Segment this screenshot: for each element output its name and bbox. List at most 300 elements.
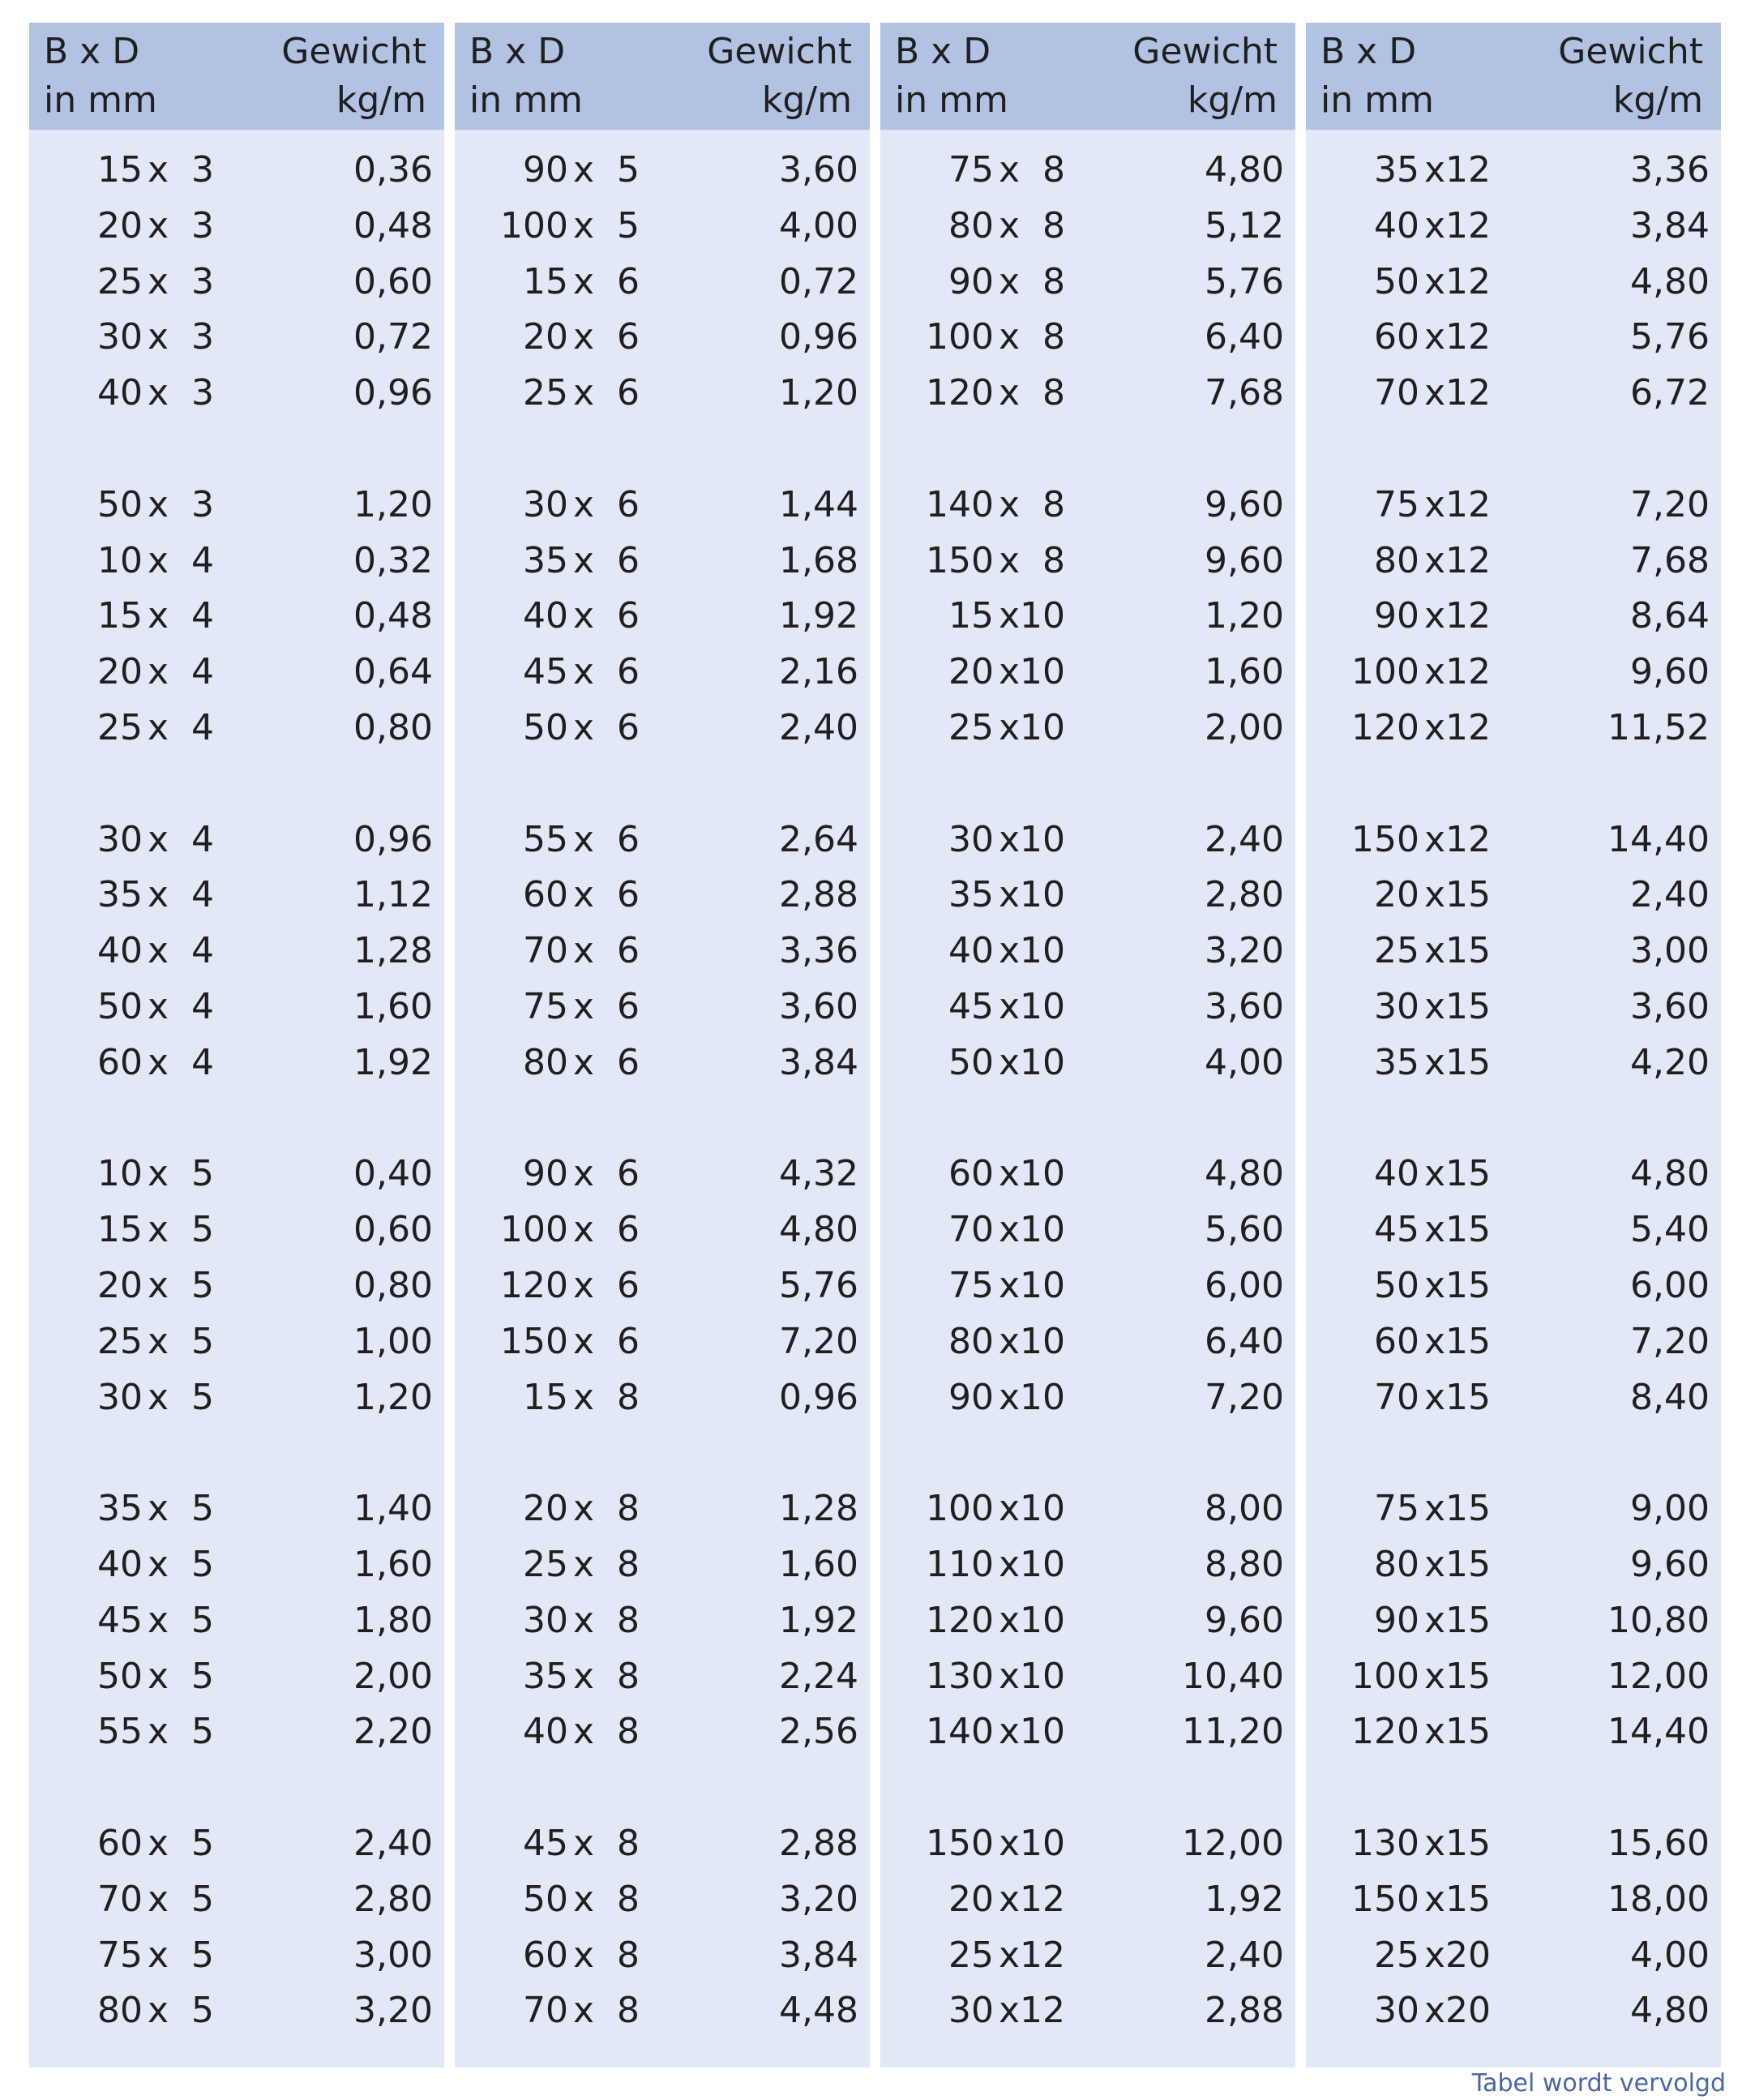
thickness-value: 15 [1445,874,1491,916]
thickness-value: 10 [1020,1209,1065,1251]
table-row [880,255,1295,311]
table-row [1306,1314,1721,1370]
weight-value: 0,72 [353,316,433,358]
weight-value: 6,40 [1205,316,1284,358]
thickness-value: 6 [617,372,640,414]
times-sign: x [148,706,169,748]
thickness-value: 5 [191,1376,214,1418]
width-value: 35 [523,539,568,581]
width-value: 35 [97,874,143,916]
width-value: 15 [948,595,994,637]
weight-value: 1,20 [779,372,858,414]
times-sign: x [999,149,1021,191]
weight-value: 5,40 [1630,1209,1710,1251]
weight-value: 0,80 [353,1264,433,1306]
times-sign: x [999,706,1021,748]
thickness-value: 15 [1445,930,1491,972]
width-value: 45 [523,1822,568,1864]
width-value: 150 [1351,818,1419,860]
table-column-1 [29,23,444,2068]
header-weight-unit: kg/m [1187,79,1278,121]
weight-value: 4,80 [779,1209,858,1251]
table-row [455,1928,870,1984]
thickness-value: 5 [191,1209,214,1251]
weight-value: 2,88 [779,874,858,916]
times-sign: x [573,985,595,1027]
thickness-value: 10 [1020,1543,1065,1585]
table-row [29,979,444,1035]
width-value: 75 [948,149,994,191]
times-sign: x [573,1153,595,1195]
width-value: 50 [97,483,143,525]
thickness-value: 8 [617,1990,640,2032]
times-sign: x [573,204,595,246]
table-row [29,199,444,255]
thickness-value: 15 [1445,1655,1491,1697]
table-row [880,1593,1295,1649]
width-value: 20 [948,651,994,693]
times-sign: x [999,1990,1021,2032]
thickness-value: 5 [191,1543,214,1585]
thickness-value: 5 [191,1153,214,1195]
thickness-value: 15 [1445,1209,1491,1251]
times-sign: x [999,874,1021,916]
table-row [1306,1537,1721,1593]
times-sign: x [573,372,595,414]
weight-value: 0,72 [779,260,858,302]
thickness-value: 5 [191,1822,214,1864]
thickness-value: 8 [1042,204,1065,246]
table-row [1306,1258,1721,1314]
weight-value: 15,60 [1607,1822,1710,1864]
thickness-value: 8 [617,1655,640,1697]
times-sign: x [573,316,595,358]
table-row [880,143,1295,199]
width-value: 55 [523,818,568,860]
weight-value: 0,96 [353,372,433,414]
width-value: 50 [948,1041,994,1083]
thickness-value: 6 [617,539,640,581]
times-sign: x [148,651,169,693]
weight-value: 3,84 [779,1934,858,1976]
times-sign: x [999,483,1021,525]
times-sign: x [999,539,1021,581]
times-sign: x [148,985,169,1027]
times-sign: x [1424,539,1446,581]
thickness-value: 12 [1020,1878,1065,1920]
times-sign: x [999,1041,1021,1083]
table-row [880,1146,1295,1202]
width-value: 20 [948,1878,994,1920]
table-row [880,1314,1295,1370]
width-value: 30 [97,316,143,358]
table-row [455,812,870,868]
weight-value: 2,40 [1205,818,1284,860]
weight-value: 3,84 [779,1041,858,1083]
times-sign: x [573,930,595,972]
table-row [880,1537,1295,1593]
times-sign: x [573,149,595,191]
weight-value: 9,60 [1205,1599,1284,1641]
weight-value: 3,20 [779,1878,858,1920]
thickness-value: 12 [1445,539,1491,581]
table-row [1306,1928,1721,1984]
thickness-value: 10 [1020,818,1065,860]
times-sign: x [1424,1376,1446,1418]
table-row [880,1983,1295,2039]
thickness-value: 10 [1020,1711,1065,1753]
thickness-value: 6 [617,1041,640,1083]
table-row [1306,1704,1721,1760]
width-value: 70 [523,1990,568,2032]
weight-value: 2,16 [779,651,858,693]
table-row [29,534,444,589]
times-sign: x [999,651,1021,693]
width-value: 40 [523,595,568,637]
times-sign: x [1424,985,1446,1027]
width-value: 20 [1374,874,1419,916]
times-sign: x [148,1655,169,1697]
thickness-value: 12 [1445,149,1491,191]
weight-value: 1,40 [353,1488,433,1530]
times-sign: x [573,1376,595,1418]
thickness-value: 6 [617,818,640,860]
weight-value: 3,20 [1205,930,1284,972]
table-row [880,310,1295,366]
width-value: 60 [1374,1320,1419,1362]
times-sign: x [148,372,169,414]
table-row [1306,701,1721,756]
width-value: 50 [523,1878,568,1920]
width-value: 40 [1374,204,1419,246]
width-value: 45 [948,985,994,1027]
times-sign: x [148,1990,169,2032]
column-header [29,23,444,130]
thickness-value: 12 [1445,372,1491,414]
times-sign: x [999,985,1021,1027]
times-sign: x [148,1543,169,1585]
thickness-value: 6 [617,985,640,1027]
times-sign: x [148,539,169,581]
weight-value: 2,00 [353,1655,433,1697]
width-value: 100 [926,316,994,358]
thickness-value: 8 [1042,260,1065,302]
weight-value: 4,48 [779,1990,858,2032]
width-value: 20 [97,651,143,693]
table-rows [455,143,870,2039]
width-value: 25 [1374,930,1419,972]
table-row [29,255,444,311]
table-row [1306,1593,1721,1649]
thickness-value: 5 [191,1655,214,1697]
times-sign: x [148,1153,169,1195]
table-rows [29,143,444,2039]
table-row [1306,924,1721,979]
times-sign: x [573,818,595,860]
times-sign: x [1424,1878,1446,1920]
width-value: 60 [523,1934,568,1976]
width-value: 25 [948,1934,994,1976]
header-dimension: B x D [1321,31,1417,72]
table-row [455,1537,870,1593]
width-value: 90 [948,260,994,302]
width-value: 40 [1374,1153,1419,1195]
weight-value: 3,36 [779,930,858,972]
times-sign: x [999,1878,1021,1920]
times-sign: x [148,1209,169,1251]
weight-value: 0,32 [353,539,433,581]
table-row [29,143,444,199]
header-weight-unit: kg/m [336,79,426,121]
width-value: 120 [1351,1711,1419,1753]
weight-value: 3,60 [779,149,858,191]
times-sign: x [999,1711,1021,1753]
weight-value: 4,32 [779,1153,858,1195]
weight-value: 0,96 [353,818,433,860]
times-sign: x [573,1041,595,1083]
thickness-value: 6 [617,706,640,748]
times-sign: x [999,1320,1021,1362]
width-value: 30 [523,1599,568,1641]
width-value: 35 [1374,1041,1419,1083]
weight-value: 1,80 [353,1599,433,1641]
weight-value: 2,56 [779,1711,858,1753]
thickness-value: 20 [1445,1990,1491,2032]
width-value: 30 [1374,1990,1419,2032]
times-sign: x [1424,818,1446,860]
thickness-value: 4 [191,706,214,748]
width-value: 45 [97,1599,143,1641]
thickness-value: 4 [191,1041,214,1083]
width-value: 90 [523,149,568,191]
table-row [29,868,444,924]
times-sign: x [999,372,1021,414]
weight-value: 2,40 [779,706,858,748]
weight-value: 1,60 [353,1543,433,1585]
table-row [29,812,444,868]
width-value: 15 [523,260,568,302]
thickness-value: 10 [1020,985,1065,1027]
table-row [455,979,870,1035]
weight-value: 4,80 [1630,260,1710,302]
width-value: 45 [523,651,568,693]
thickness-value: 6 [617,874,640,916]
width-value: 150 [926,1822,994,1864]
times-sign: x [573,874,595,916]
header-dimension: B x D [44,31,140,72]
table-row [455,366,870,422]
times-sign: x [999,1934,1021,1976]
thickness-value: 12 [1445,818,1491,860]
table-row [880,1649,1295,1705]
thickness-value: 4 [191,874,214,916]
table-row [29,1370,444,1426]
thickness-value: 6 [617,651,640,693]
table-row [455,1704,870,1760]
weight-value: 3,60 [1630,985,1710,1027]
table-row [29,1314,444,1370]
times-sign: x [148,149,169,191]
width-value: 55 [97,1711,143,1753]
thickness-value: 15 [1445,1153,1491,1195]
table-rows [880,143,1295,2039]
weight-value: 7,68 [1630,539,1710,581]
width-value: 25 [97,260,143,302]
weight-value: 5,60 [1205,1209,1284,1251]
table-row [880,1816,1295,1872]
width-value: 30 [97,818,143,860]
times-sign: x [1424,1153,1446,1195]
weight-value: 0,64 [353,651,433,693]
weight-value: 2,20 [353,1711,433,1753]
thickness-value: 4 [191,930,214,972]
width-value: 140 [926,483,994,525]
width-value: 50 [97,1655,143,1697]
width-value: 120 [926,1599,994,1641]
weight-value: 3,20 [353,1990,433,2032]
weight-value: 1,20 [353,483,433,525]
weight-value: 14,40 [1607,818,1710,860]
weight-value: 1,92 [1205,1878,1284,1920]
width-value: 25 [523,372,568,414]
weight-value: 8,40 [1630,1376,1710,1418]
table-row [455,1816,870,1872]
table-row [29,924,444,979]
thickness-value: 8 [1042,316,1065,358]
table-row [455,1146,870,1202]
width-value: 150 [926,539,994,581]
table-row [880,1035,1295,1091]
width-value: 110 [926,1543,994,1585]
times-sign: x [999,1153,1021,1195]
width-value: 35 [948,874,994,916]
width-value: 20 [97,1264,143,1306]
times-sign: x [1424,930,1446,972]
thickness-value: 12 [1445,706,1491,748]
times-sign: x [148,1878,169,1920]
times-sign: x [1424,1990,1446,2032]
table-row [455,924,870,979]
weight-value: 1,12 [353,874,433,916]
times-sign: x [999,595,1021,637]
width-value: 30 [523,483,568,525]
table-row [880,1370,1295,1426]
width-value: 100 [500,204,568,246]
width-value: 20 [523,316,568,358]
header-weight-unit: kg/m [1612,79,1703,121]
thickness-value: 6 [617,930,640,972]
times-sign: x [148,204,169,246]
width-value: 40 [97,930,143,972]
times-sign: x [999,1376,1021,1418]
table-row [29,701,444,756]
weight-value: 0,48 [353,204,433,246]
width-value: 25 [523,1543,568,1585]
times-sign: x [1424,595,1446,637]
weight-value: 1,68 [779,539,858,581]
times-sign: x [1424,651,1446,693]
times-sign: x [1424,204,1446,246]
thickness-value: 10 [1020,595,1065,637]
width-value: 140 [926,1711,994,1753]
width-value: 35 [523,1655,568,1697]
weight-value: 9,60 [1205,539,1284,581]
width-value: 40 [97,372,143,414]
table-row [29,1649,444,1705]
weight-value: 10,40 [1182,1655,1284,1697]
times-sign: x [148,1041,169,1083]
times-sign: x [148,1320,169,1362]
thickness-value: 12 [1445,483,1491,525]
header-dimension-unit: in mm [1321,79,1434,121]
table-row [455,1649,870,1705]
thickness-value: 15 [1445,1878,1491,1920]
table-row [880,812,1295,868]
weight-value: 8,00 [1205,1488,1284,1530]
width-value: 20 [523,1488,568,1530]
thickness-value: 6 [617,260,640,302]
thickness-value: 8 [1042,539,1065,581]
times-sign: x [999,260,1021,302]
width-value: 15 [97,149,143,191]
table-column-3 [880,23,1295,2068]
width-value: 60 [523,874,568,916]
width-value: 50 [97,985,143,1027]
table-row [29,1258,444,1314]
weight-value: 11,52 [1607,706,1710,748]
thickness-value: 10 [1020,1488,1065,1530]
table-row [1306,1146,1721,1202]
width-value: 75 [1374,483,1419,525]
table-row [455,534,870,589]
table-row [29,478,444,534]
weight-value: 0,96 [779,1376,858,1418]
thickness-value: 6 [617,1209,640,1251]
weight-value: 4,80 [1205,1153,1284,1195]
weight-value: 2,40 [1205,1934,1284,1976]
table-row [880,366,1295,422]
header-dimension-unit: in mm [469,79,583,121]
table-row [1306,1035,1721,1091]
thickness-value: 5 [191,1711,214,1753]
width-value: 150 [500,1320,568,1362]
table-row [455,478,870,534]
thickness-value: 5 [617,204,640,246]
table-row [455,1370,870,1426]
thickness-value: 5 [191,1599,214,1641]
width-value: 80 [948,1320,994,1362]
table-row [455,1258,870,1314]
table-row [455,199,870,255]
table-row [29,1593,444,1649]
table-row [880,979,1295,1035]
table-row [1306,255,1721,311]
width-value: 80 [1374,1543,1419,1585]
width-value: 20 [97,204,143,246]
times-sign: x [999,1599,1021,1641]
times-sign: x [1424,1488,1446,1530]
times-sign: x [148,1488,169,1530]
times-sign: x [573,1264,595,1306]
thickness-value: 12 [1445,316,1491,358]
table-row [1306,868,1721,924]
thickness-value: 12 [1020,1934,1065,1976]
times-sign: x [148,1376,169,1418]
weight-value: 7,20 [1205,1376,1284,1418]
weight-value: 1,20 [1205,595,1284,637]
times-sign: x [1424,1711,1446,1753]
thickness-value: 5 [191,1264,214,1306]
